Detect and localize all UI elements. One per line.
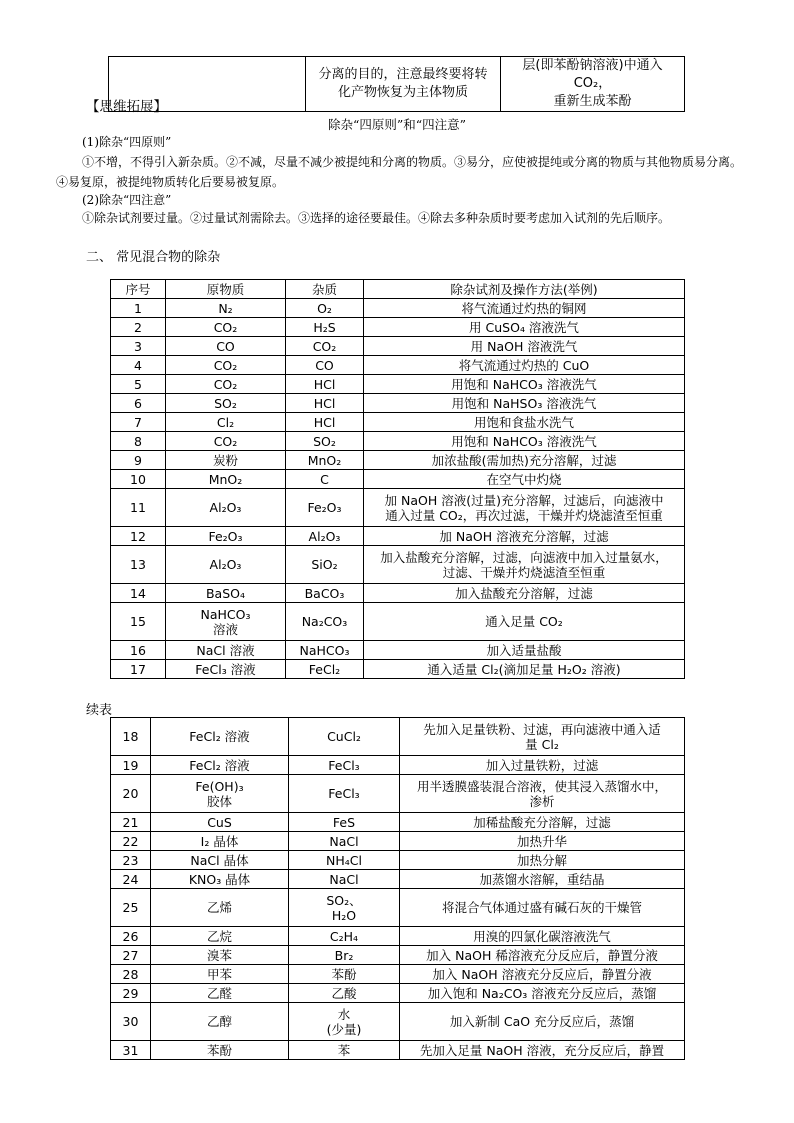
table-cell: 乙酸	[289, 984, 400, 1003]
table-cell: 26	[111, 927, 151, 946]
table-cell: CO₂	[286, 337, 364, 356]
table-cell: CO₂	[166, 432, 286, 451]
table-cell: H₂S	[286, 318, 364, 337]
table-cell: N₂	[166, 299, 286, 318]
table-cell: 通入足量 CO₂	[364, 603, 685, 641]
table-row	[111, 489, 685, 527]
section-heading: 二、 常见混合物的除杂	[86, 250, 221, 265]
table-row	[111, 337, 685, 356]
table-cell: Fe(OH)₃ 胶体	[151, 775, 289, 813]
table-cell: 10	[111, 470, 166, 489]
table-row	[111, 813, 685, 832]
table-cell: 用饱和 NaHSO₃ 溶液洗气	[364, 394, 685, 413]
table-cell: 乙烷	[151, 927, 289, 946]
table-cell: Na₂CO₃	[286, 603, 364, 641]
thinking-heading: 【思维拓展】	[86, 99, 167, 115]
table-cell: 15	[111, 603, 166, 641]
table-cell: 加 NaOH 溶液(过量)充分溶解，过滤后，向滤液中 通入过量 CO₂，再次过滤，干燥并灼烧滤渣至恒重	[364, 489, 685, 527]
table-cell: 3	[111, 337, 166, 356]
table-row	[111, 299, 685, 318]
table-cell: NaCl 晶体	[151, 851, 289, 870]
table-cell: 5	[111, 375, 166, 394]
table-row	[111, 870, 685, 889]
table-cell: 加稀盐酸充分溶解，过滤	[400, 813, 685, 832]
table-row	[111, 356, 685, 375]
table-cell: NaCl	[289, 870, 400, 889]
continued-label: 续表	[86, 703, 113, 718]
table-cell: 11	[111, 489, 166, 527]
header-cell: 原物质	[166, 280, 286, 299]
table-cell: 8	[111, 432, 166, 451]
table-cell: 层(即苯酚钠溶液)中通入 CO₂， 重新生成苯酚	[501, 57, 685, 112]
table-cell: MnO₂	[286, 451, 364, 470]
table-cell: 通入适量 Cl₂(滴加足量 H₂O₂ 溶液)	[364, 660, 685, 679]
table-cell: I₂ 晶体	[151, 832, 289, 851]
table-row	[111, 451, 685, 470]
table-cell: HCl	[286, 375, 364, 394]
table-cell: 炭粉	[166, 451, 286, 470]
table-cell: CuS	[151, 813, 289, 832]
top-table-fragment	[108, 56, 685, 112]
impurity-table	[110, 279, 685, 679]
table-cell: 24	[111, 870, 151, 889]
table-cell: 加热分解	[400, 851, 685, 870]
table-cell: FeCl₂ 溶液	[151, 718, 289, 756]
table-cell: NaCl	[289, 832, 400, 851]
table-cell: 加入饱和 Na₂CO₃ 溶液充分反应后，蒸馏	[400, 984, 685, 1003]
table-cell: Fe₂O₃	[166, 527, 286, 546]
table-cell: 2	[111, 318, 166, 337]
table-cell: 14	[111, 584, 166, 603]
table-cell: 加蒸馏水溶解，重结晶	[400, 870, 685, 889]
caption: 除杂“四原则”和“四注意”	[327, 117, 467, 132]
table-cell: 加入 NaOH 稀溶液充分反应后，静置分液	[400, 946, 685, 965]
table-row	[111, 832, 685, 851]
table-cell: HCl	[286, 394, 364, 413]
table-row	[111, 1041, 685, 1060]
table-row	[111, 851, 685, 870]
header-cell: 杂质	[286, 280, 364, 299]
table-row	[111, 527, 685, 546]
table-cell: 1	[111, 299, 166, 318]
principles-body: ①不增，不得引入新杂质。②不减，尽量不减少被提纯和分离的物质。③易分，应使被提纯或分离的物质与其他物质易分离。④易复原，被提纯物质转化后要易被复原。	[56, 155, 743, 189]
table-row	[111, 603, 685, 641]
table-cell: 13	[111, 546, 166, 584]
table-cell: CO₂	[166, 375, 286, 394]
table-cell: CO	[286, 356, 364, 375]
table-cell: 苯酚	[151, 1041, 289, 1060]
principles-title: (1)除杂“四原则”	[82, 135, 172, 149]
table-cell: SO₂	[286, 432, 364, 451]
table-row	[111, 413, 685, 432]
table-cell: 31	[111, 1041, 151, 1060]
table-cell: KNO₃ 晶体	[151, 870, 289, 889]
table-row	[111, 984, 685, 1003]
header-cell: 除杂试剂及操作方法(举例)	[364, 280, 685, 299]
table-cell: Al₂O₃	[286, 527, 364, 546]
table-cell: C	[286, 470, 364, 489]
table-cell: CuCl₂	[289, 718, 400, 756]
table-cell: 苯	[289, 1041, 400, 1060]
table-cell: 6	[111, 394, 166, 413]
table-cell: 先加入足量 NaOH 溶液，充分反应后，静置	[400, 1041, 685, 1060]
table-cell: 用 CuSO₄ 溶液洗气	[364, 318, 685, 337]
table-cell: 用饱和 NaHCO₃ 溶液洗气	[364, 375, 685, 394]
table-cell: 27	[111, 946, 151, 965]
table-cell: 加入过量铁粉，过滤	[400, 756, 685, 775]
table-row	[111, 546, 685, 584]
table-row	[111, 584, 685, 603]
table-cell: 先加入足量铁粉、过滤，再向滤液中通入适 量 Cl₂	[400, 718, 685, 756]
table-cell: FeCl₂ 溶液	[151, 756, 289, 775]
table-cell: Fe₂O₃	[286, 489, 364, 527]
table-cell: O₂	[286, 299, 364, 318]
table-cell: 28	[111, 965, 151, 984]
table-row	[111, 394, 685, 413]
table-cell: 苯酚	[289, 965, 400, 984]
table-cell: BaSO₄	[166, 584, 286, 603]
table-cell: FeS	[289, 813, 400, 832]
table-cell: 乙醛	[151, 984, 289, 1003]
table-cell: HCl	[286, 413, 364, 432]
table-cell: 25	[111, 889, 151, 927]
table-row	[111, 756, 685, 775]
table-cell: 29	[111, 984, 151, 1003]
table-cell: 用半透膜盛装混合溶液，使其浸入蒸馏水中， 渗析	[400, 775, 685, 813]
table-row	[111, 946, 685, 965]
table-cell: 用饱和食盐水洗气	[364, 413, 685, 432]
table-cell: 加浓盐酸(需加热)充分溶解，过滤	[364, 451, 685, 470]
table-body	[111, 299, 685, 679]
table-cell: 加热升华	[400, 832, 685, 851]
table-cell: 19	[111, 756, 151, 775]
table-cell: 17	[111, 660, 166, 679]
table-cell: 30	[111, 1003, 151, 1041]
table-cell: 将气流通过灼热的铜网	[364, 299, 685, 318]
table-cell: Al₂O₃	[166, 546, 286, 584]
table-row	[111, 775, 685, 813]
table-row	[111, 641, 685, 660]
table-row	[111, 318, 685, 337]
table-cell: 用溴的四氯化碳溶液洗气	[400, 927, 685, 946]
table-cell: NaCl 溶液	[166, 641, 286, 660]
table-row	[111, 889, 685, 927]
table-row	[111, 470, 685, 489]
table-cell: Cl₂	[166, 413, 286, 432]
table-cell: 甲苯	[151, 965, 289, 984]
table-row	[111, 1003, 685, 1041]
table-cell: 23	[111, 851, 151, 870]
header-cell: 序号	[111, 280, 166, 299]
table-cell: 20	[111, 775, 151, 813]
table-cell: NaHCO₃	[286, 641, 364, 660]
table-cell: 18	[111, 718, 151, 756]
table-row	[111, 718, 685, 756]
table-cell: 乙醇	[151, 1003, 289, 1041]
table-cell: 分离的目的，注意最终要将转 化产物恢复为主体物质	[306, 57, 501, 112]
table-row	[109, 57, 685, 112]
table-row	[111, 432, 685, 451]
table-cell: 加入新制 CaO 充分反应后，蒸馏	[400, 1003, 685, 1041]
table-cell: SO₂、 H₂O	[289, 889, 400, 927]
table-cell: 溴苯	[151, 946, 289, 965]
table-cell: 12	[111, 527, 166, 546]
table-cell: 用 NaOH 溶液洗气	[364, 337, 685, 356]
table-row	[111, 375, 685, 394]
table-cell: 乙烯	[151, 889, 289, 927]
table-cell: SiO₂	[286, 546, 364, 584]
notes-body: ①除杂试剂要过量。②过量试剂需除去。③选择的途径要最佳。④除去多种杂质时要考虑加入试剂的先后顺序。	[82, 211, 671, 225]
table-cell: Al₂O₃	[166, 489, 286, 527]
table-cell: Br₂	[289, 946, 400, 965]
table-cell: 加入盐酸充分溶解，过滤	[364, 584, 685, 603]
table-cell: SO₂	[166, 394, 286, 413]
table-cell: NaHCO₃ 溶液	[166, 603, 286, 641]
table-cell: 加入盐酸充分溶解，过滤，向滤液中加入过量氨水， 过滤、干燥并灼烧滤渣至恒重	[364, 546, 685, 584]
table-cell: 4	[111, 356, 166, 375]
table-cell: NH₄Cl	[289, 851, 400, 870]
table-cell: 将气流通过灼热的 CuO	[364, 356, 685, 375]
table-cell: 9	[111, 451, 166, 470]
table-row	[111, 660, 685, 679]
table-cell: 7	[111, 413, 166, 432]
table-cell: CO	[166, 337, 286, 356]
table-cell: CO₂	[166, 318, 286, 337]
table-cell: FeCl₃	[289, 756, 400, 775]
notes-title: (2)除杂“四注意”	[82, 193, 172, 207]
table-cell: FeCl₃	[289, 775, 400, 813]
table-cell: CO₂	[166, 356, 286, 375]
table-cell: 16	[111, 641, 166, 660]
table-cell: 用饱和 NaHCO₃ 溶液洗气	[364, 432, 685, 451]
table-cell: 22	[111, 832, 151, 851]
table-header-row	[111, 280, 685, 299]
table-cell: 水 (少量)	[289, 1003, 400, 1041]
table-row	[111, 965, 685, 984]
table-row	[111, 927, 685, 946]
table-cell: FeCl₃ 溶液	[166, 660, 286, 679]
table-cell: BaCO₃	[286, 584, 364, 603]
table-body	[111, 718, 685, 1060]
table-cell: C₂H₄	[289, 927, 400, 946]
impurity-table-continued	[110, 717, 685, 1060]
table-cell: MnO₂	[166, 470, 286, 489]
table-cell: 在空气中灼烧	[364, 470, 685, 489]
table-cell: 加入 NaOH 溶液充分反应后，静置分液	[400, 965, 685, 984]
table-cell: 21	[111, 813, 151, 832]
table-cell: 加 NaOH 溶液充分溶解，过滤	[364, 527, 685, 546]
table-cell: 加入适量盐酸	[364, 641, 685, 660]
table-cell: 将混合气体通过盛有碱石灰的干燥管	[400, 889, 685, 927]
table-cell: FeCl₂	[286, 660, 364, 679]
